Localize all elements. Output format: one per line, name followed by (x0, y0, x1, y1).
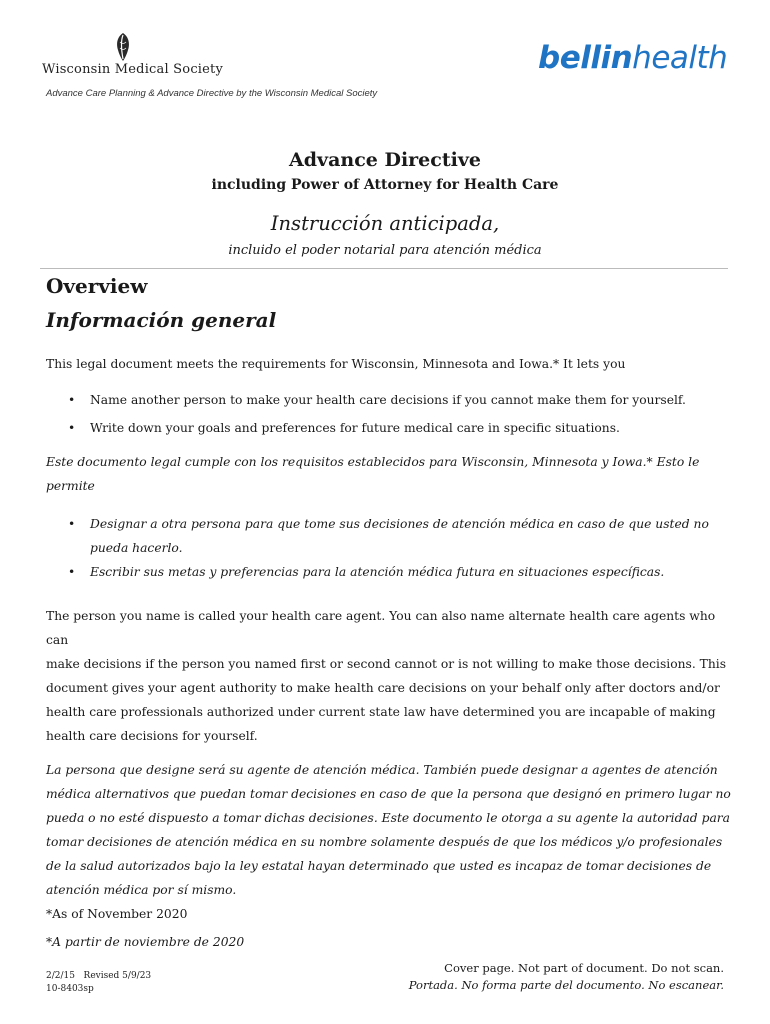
title-block (0, 148, 770, 260)
overview-heading-spanish: Información general (46, 308, 277, 332)
agent-paragraph-spanish: La persona que designe será su agente de atención médica. También puede designar a agentes de atención médica alternativos que puedan tomar decisiones en caso de que la persona que designó en primero lugar no pueda o no esté dispuesto a tomar dichas decisiones. Este documento le otorga a su agente la autoridad para tomar decisiones de atención médica en su nombre solamente después de que los médicos y/o profesionales de la salud autorizados bajo la ley estatal hayan determinado que usted es incapaz de tomar decisiones de atención médica por sí mismo. (46, 763, 731, 897)
bullet-icon: • (68, 517, 76, 531)
overview-heading: Overview (46, 274, 148, 298)
bellin-logo-bold: bellin (538, 40, 633, 76)
caduceus-emblem-icon (114, 32, 132, 62)
bullet-icon: • (68, 565, 76, 579)
agent-paragraph: The person you name is called your health care agent. You can also name alternate health care agents who can make decisions if the person you named first or second cannot or is not willing to make those decisions. This document gives your agent authority to make health care decisions on your behalf only after doctors and/or health care professionals authorized under current state law have determined you are incapable of making health care decisions for yourself. (46, 609, 727, 743)
header-caption: Advance Care Planning & Advance Directive by the Wisconsin Medical Society (46, 88, 378, 99)
list-item: • Escribir sus metas y preferencias para la atención médica futura en situaciones específicas. (46, 560, 736, 584)
bullet-icon: • (68, 393, 76, 407)
footnote-spanish: *A partir de noviembre de 2020 (46, 935, 245, 949)
cover-note-spanish: Portada. No forma parte del documento. No escanear. (408, 978, 724, 992)
overview-body (46, 352, 736, 954)
cover-note-english: Cover page. Not part of document. Do not scan. (444, 961, 724, 975)
bullet-list (46, 388, 736, 440)
bullet-icon: • (68, 421, 76, 435)
list-item: • Name another person to make your health care decisions if you cannot make them for yourself. (46, 388, 736, 412)
document-subtitle-spanish: incluido el poder notarial para atención médica (228, 243, 542, 258)
document-title-spanish: Instrucción anticipada, (270, 212, 500, 235)
intro-paragraph: This legal document meets the requirements for Wisconsin, Minnesota and Iowa.* It lets you (46, 357, 626, 371)
bullet-list-spanish (46, 512, 736, 584)
cover-note (409, 960, 724, 994)
org-name: Wisconsin Medical Society (42, 62, 224, 77)
section-divider (40, 268, 728, 269)
document-subtitle: including Power of Attorney for Health Care (211, 177, 559, 193)
footnote: *As of November 2020 (46, 907, 188, 921)
list-item: • Write down your goals and preferences for future medical care in specific situations. (46, 416, 736, 440)
form-id: 10-8403sp (46, 984, 94, 994)
revision-dates: 2/2/15 Revised 5/9/23 (46, 971, 152, 981)
bellin-health-logo (538, 40, 727, 76)
document-title: Advance Directive (289, 149, 481, 171)
bellin-logo-light: health (632, 40, 728, 76)
revision-info (46, 970, 151, 996)
wisconsin-medical-society-logo (42, 32, 224, 82)
intro-paragraph-spanish: Este documento legal cumple con los requisitos establecidos para Wisconsin, Minnesota y Iowa.* Esto le permite (46, 455, 700, 493)
list-item: • Designar a otra persona para que tome sus decisiones de atención médica en caso de que usted no pueda hacerlo. (46, 512, 736, 560)
